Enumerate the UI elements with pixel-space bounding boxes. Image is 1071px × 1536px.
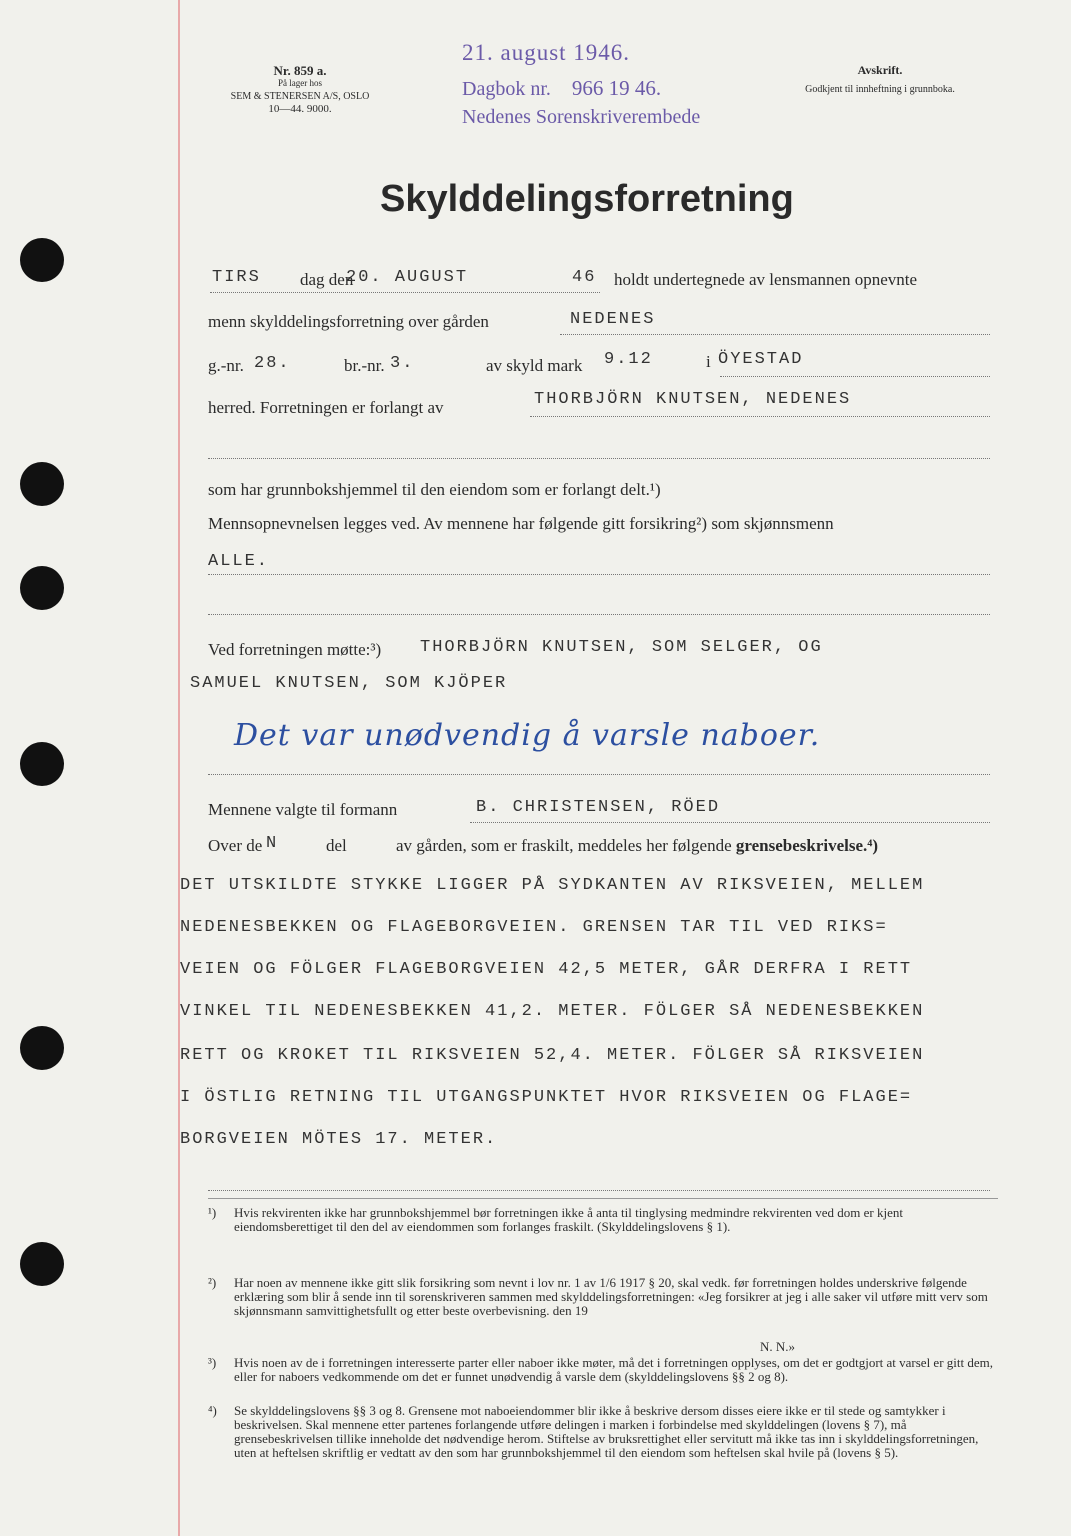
footnote-text: Hvis rekvirenten ikke har grunnbokshjemmel bør forretningen ikke å anta til tinglysing medmindre rekvirenten ved dom er kjent eiendomsberettiget til den del av eiendommen som forlanges fraskilt. (Skylddelingslovens § 1). [234,1205,903,1234]
office-stamp: Nedenes Sorenskriverembede [462,106,701,128]
dagbok-number: 966 19 46. [571,76,662,100]
footnote-text: N. N.» [760,1339,796,1354]
printer-line: På lager hos [278,78,322,88]
boundary-line: DET UTSKILDTE STYKKE LIGGER PÅ SYDKANTEN AV RIKSVEIEN, MELLEM [180,876,925,895]
bnr-label: br.-nr. [344,356,385,375]
attended-line1: THORBJÖRN KNUTSEN, SOM SELGER, OG [420,638,823,657]
boundary-intro [396,836,878,856]
punch-hole [20,1026,64,1070]
printer-line: SEM & STENERSEN A/S, OSLO [230,91,370,102]
margin-line [178,0,180,1536]
footnote-text: Har noen av mennene ikke gitt slik forsikring som nevnt i lov nr. 1 av 1/6 1917 § 20, skal vedk. før forretningen holdes underskrive følgende erklæring som blir å sende inn til sorenskriveren sammen med skylddelingsforretningen: «Jeg forsikrer at jeg i alle saker vil utføre mitt verv som skjønnsmann samvittighetsfullt og etter beste overbevisning. den 19 [234,1275,988,1318]
footnote-mark: ³) [208,1355,217,1370]
i-label: i [706,352,711,371]
punch-hole [20,462,64,506]
chair-value: B. CHRISTENSEN, RÖED [476,798,721,817]
gnr-label: g.-nr. [208,356,244,375]
footnote-mark: ²) [208,1275,217,1290]
date-stamp: 21. august 1946. [462,40,631,65]
dagbok-label: Dagbok nr. [462,78,551,100]
line1-text: holdt undertegnede av lensmannen opnevnte [614,270,918,289]
boundary-line: BORGVEIEN MÖTES 17. METER. [180,1130,498,1149]
bnr-value: 3. [390,354,415,373]
chair-label: Mennene valgte til formann [208,800,398,819]
footnote-text: Hvis noen av de i forretningen interesserte parter eller naboer ikke møter, må det i forretningen opplyses, om det er godtgjort at varsel er gitt dem, eller for naboers vedkommende om det er funnet unødvendig å varsle dem (skylddelingslovens §§ 2 og 8). [234,1355,994,1384]
year-value: 46 [572,268,597,287]
boundary-intro-text: av gården, som er fraskilt, meddeles her følgende [396,836,732,855]
dag-label: dag den [300,270,354,289]
attended-label: Ved forretningen møtte:³) [208,640,382,659]
farm-value: NEDENES [570,310,656,329]
gnr-value: 28. [254,354,291,373]
line5-text: som har grunnbokshjemmel til den eiendom som er forlangt delt.¹) [208,480,661,499]
printer-line: 10—44. 9000. [268,103,332,115]
punch-hole [20,742,64,786]
footnote-mark: ¹) [208,1205,217,1220]
punch-hole [20,566,64,610]
line2-text: menn skylddelingsforretning over gården [208,312,489,331]
boundary-line: RETT OG KROKET TIL RIKSVEIEN 52,4. METER. FÖLGER SÅ RIKSVEIEN [180,1046,925,1065]
handwritten-note: Det var unødvendig å varsle naboer. [234,718,821,753]
skyld-value: 9.12 [604,350,653,369]
avskrift-title: Avskrift. [857,63,903,77]
avskrift-box [780,64,980,96]
dagbok-stamp [462,76,661,101]
sworn-value: ALLE. [208,552,270,571]
printer-imprint [220,64,380,116]
punch-hole [20,1242,64,1286]
footnote-signature [760,1340,795,1354]
del-label: del [326,836,347,855]
boundary-line: NEDENESBEKKEN OG FLAGEBORGVEIEN. GRENSEN TAR TIL VED RIKS= [180,918,888,937]
document-title: Skylddelingsforretning [380,178,794,220]
weekday-value: TIRS [212,268,261,287]
printer-number: Nr. 859 a. [273,63,327,78]
boundary-line: I ÖSTLIG RETNING TIL UTGANGSPUNKTET HVOR RIKSVEIEN OG FLAGE= [180,1088,913,1107]
skyld-label: av skyld mark [486,356,583,375]
footnote-mark: ⁴) [208,1403,217,1418]
boundary-line: VINKEL TIL NEDENESBEKKEN 41,2. METER. FÖLGER SÅ NEDENESBEKKEN [180,1002,925,1021]
over-value: N [266,834,279,853]
punch-hole [20,238,64,282]
avskrift-note: Godkjent til innheftning i grunnboka. [805,84,955,95]
footnote-text: Se skylddelingslovens §§ 3 og 8. Grensene mot naboeiendommer blir ikke å beskrive dersom disses eiere ikke er til stede og samtykker i beskrivelsen. Skal mennene etter partenes forlangende utføre delingen i marken i forbindelse med skylddelingen (lovens § 7), må grensebeskrivelsen tillike inneholde det nødvendige herom. Stiftelse av bruksrettighet eller servitutt må ikke tas inn i skylddelingsforretningen, uten at heftelsen skriftlig er vedtatt av den som har grunnbokshjemmel til den eiendom som heftelsen skal hvile på (lovens § 5). [234,1403,979,1460]
boundary-line: VEIEN OG FÖLGER FLAGEBORGVEIEN 42,5 METER, GÅR DERFRA I RETT [180,960,913,979]
over-label: Over de [208,836,263,855]
herred-text: herred. Forretningen er forlangt av [208,398,444,417]
boundary-intro-bold: grensebeskrivelse.⁴) [735,836,879,855]
attended-line2: SAMUEL KNUTSEN, SOM KJÖPER [190,674,508,693]
municipality-value: ÖYESTAD [718,350,804,369]
line6-text: Mennsopnevnelsen legges ved. Av mennene har følgende gitt forsikring²) som skjønnsmenn [208,514,834,533]
requester-value: THORBJÖRN KNUTSEN, NEDENES [534,390,852,409]
date-value: 20. AUGUST [346,268,469,287]
